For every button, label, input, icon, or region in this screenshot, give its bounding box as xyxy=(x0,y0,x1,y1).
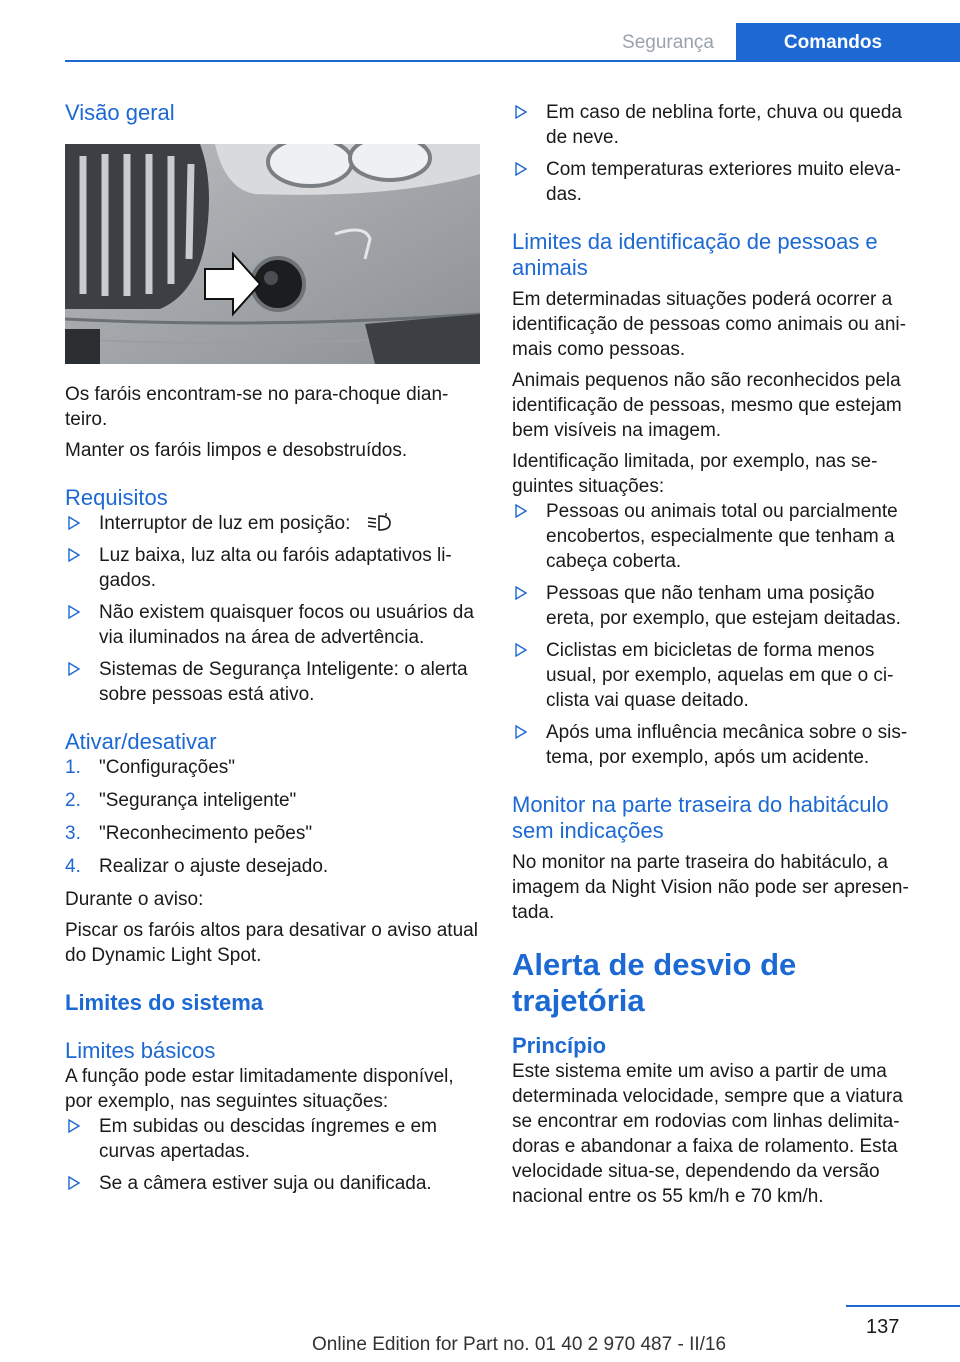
triangle-right-icon xyxy=(67,516,81,530)
step-text: Realizar o ajuste desejado. xyxy=(99,856,329,877)
paragraph: Este sistema emite um aviso a partir de uma determinada velocidade, sempre que a viatura se encontrar em rodovias com linhas delimita-doras e abandonar a faixa de rolamento. Esta velocidade situa-se, dependendo da versão nacional entre os 55 km/h e 70 km/h. xyxy=(512,1061,903,1207)
list-item xyxy=(65,1171,483,1196)
step-text: "Segurança inteligente" xyxy=(99,790,297,811)
requirements-list xyxy=(65,511,483,707)
step-number: 1. xyxy=(65,757,81,778)
paragraph: Durante o aviso: xyxy=(65,889,204,910)
left-column xyxy=(65,100,483,1196)
heading-alerta-desvio: Alerta de desvio de trajetória xyxy=(512,947,797,1018)
list-item-text: Ciclistas em bicicletas de forma menos usual, por exemplo, aquelas em que o ci-clista vai quase deitado. xyxy=(546,640,894,711)
heading-visao-geral: Visão geral xyxy=(65,100,175,125)
identification-limits-list xyxy=(512,499,927,770)
heading-limites-basicos: Limites básicos xyxy=(65,1038,216,1063)
footer-rule xyxy=(846,1305,960,1307)
list-item-text: Pessoas ou animais total ou parcialmente encobertos, especialmente que tenham a cabeça coberta. xyxy=(546,501,898,572)
headlight-symbol-icon xyxy=(366,513,392,533)
step-text: "Configurações" xyxy=(99,757,236,778)
heading-limites-sistema: Limites do sistema xyxy=(65,990,264,1015)
triangle-right-icon xyxy=(67,605,81,619)
paragraph: Manter os faróis limpos e desobstruídos. xyxy=(65,440,408,461)
paragraph: Os faróis encontram-se no para-choque dian-teiro. xyxy=(65,384,449,430)
step-number: 3. xyxy=(65,823,81,844)
tab-comandos[interactable]: Comandos xyxy=(736,23,960,62)
step-number: 2. xyxy=(65,790,81,811)
triangle-right-icon xyxy=(67,1176,81,1190)
list-item-text: Se a câmera estiver suja ou danificada. xyxy=(99,1173,432,1194)
paragraph: No monitor na parte traseira do habitáculo, a imagem da Night Vision não pode ser apresen-tada. xyxy=(512,852,909,923)
list-item-text: Não existem quaisquer focos ou usuários da via iluminados na área de advertência. xyxy=(99,602,474,648)
heading-principio: Princípio xyxy=(512,1033,607,1058)
triangle-right-icon xyxy=(514,504,528,518)
step-item xyxy=(65,755,483,780)
step-item xyxy=(65,821,483,846)
basic-limits-list xyxy=(65,1114,483,1196)
triangle-right-icon xyxy=(514,725,528,739)
right-column xyxy=(512,100,927,1209)
triangle-right-icon xyxy=(67,548,81,562)
list-item xyxy=(512,720,927,770)
heading-monitor-traseiro: Monitor na parte traseira do habitáculo sem indicações xyxy=(512,792,889,843)
list-item xyxy=(512,499,927,574)
list-item-text: Com temperaturas exteriores muito eleva-das. xyxy=(546,159,901,205)
triangle-right-icon xyxy=(514,586,528,600)
list-item xyxy=(65,1114,483,1164)
headlight-photo xyxy=(65,144,480,364)
list-item-text: Após uma influência mecânica sobre o sis-tema, por exemplo, após um acidente. xyxy=(546,722,908,768)
list-item-text: Em subidas ou descidas íngremes e em curvas apertadas. xyxy=(99,1116,437,1162)
step-item xyxy=(65,854,483,879)
continued-list xyxy=(512,100,927,207)
list-item-text: Sistemas de Segurança Inteligente: o alerta sobre pessoas está ativo. xyxy=(99,659,468,705)
step-number: 4. xyxy=(65,856,81,877)
list-item xyxy=(512,581,927,631)
list-item-text: Interruptor de luz em posição: xyxy=(99,513,351,534)
list-item xyxy=(65,600,483,650)
tab-seguranca[interactable]: Segurança xyxy=(622,32,714,53)
triangle-right-icon xyxy=(67,662,81,676)
paragraph: Em determinadas situações poderá ocorrer a identificação de pessoas como animais ou ani-mais como pessoas. xyxy=(512,289,906,360)
triangle-right-icon xyxy=(514,643,528,657)
page-number: 137 xyxy=(866,1316,900,1338)
triangle-right-icon xyxy=(514,162,528,176)
triangle-right-icon xyxy=(514,105,528,119)
list-item xyxy=(512,100,927,150)
list-item-text: Em caso de neblina forte, chuva ou queda de neve. xyxy=(546,102,902,148)
heading-ativar-desativar: Ativar/desativar xyxy=(65,729,217,754)
step-item xyxy=(65,788,483,813)
paragraph: Piscar os faróis altos para desativar o aviso atual do Dynamic Light Spot. xyxy=(65,920,478,966)
list-item-text: Pessoas que não tenham uma posição ereta, por exemplo, que estejam deitadas. xyxy=(546,583,901,629)
list-item xyxy=(512,157,927,207)
list-item xyxy=(65,543,483,593)
paragraph: Animais pequenos não são reconhecidos pela identificação de pessoas, mesmo que estejam bem visíveis na imagem. xyxy=(512,370,902,441)
list-item xyxy=(512,638,927,713)
list-item xyxy=(65,657,483,707)
heading-requisitos: Requisitos xyxy=(65,485,168,510)
paragraph: Identificação limitada, por exemplo, nas se-guintes situações: xyxy=(512,451,878,497)
list-item xyxy=(65,511,483,536)
step-text: "Reconhecimento peões" xyxy=(99,823,313,844)
heading-limites-identificacao: Limites da identificação de pessoas e animais xyxy=(512,229,878,280)
paragraph: A função pode estar limitadamente disponível, por exemplo, nas seguintes situações: xyxy=(65,1066,454,1112)
triangle-right-icon xyxy=(67,1119,81,1133)
footer-edition: Online Edition for Part no. 01 40 2 970 487 - II/16 xyxy=(312,1334,727,1355)
header-rule xyxy=(65,60,960,62)
list-item-text: Luz baixa, luz alta ou faróis adaptativos li-gados. xyxy=(99,545,452,591)
steps-list xyxy=(65,755,483,879)
